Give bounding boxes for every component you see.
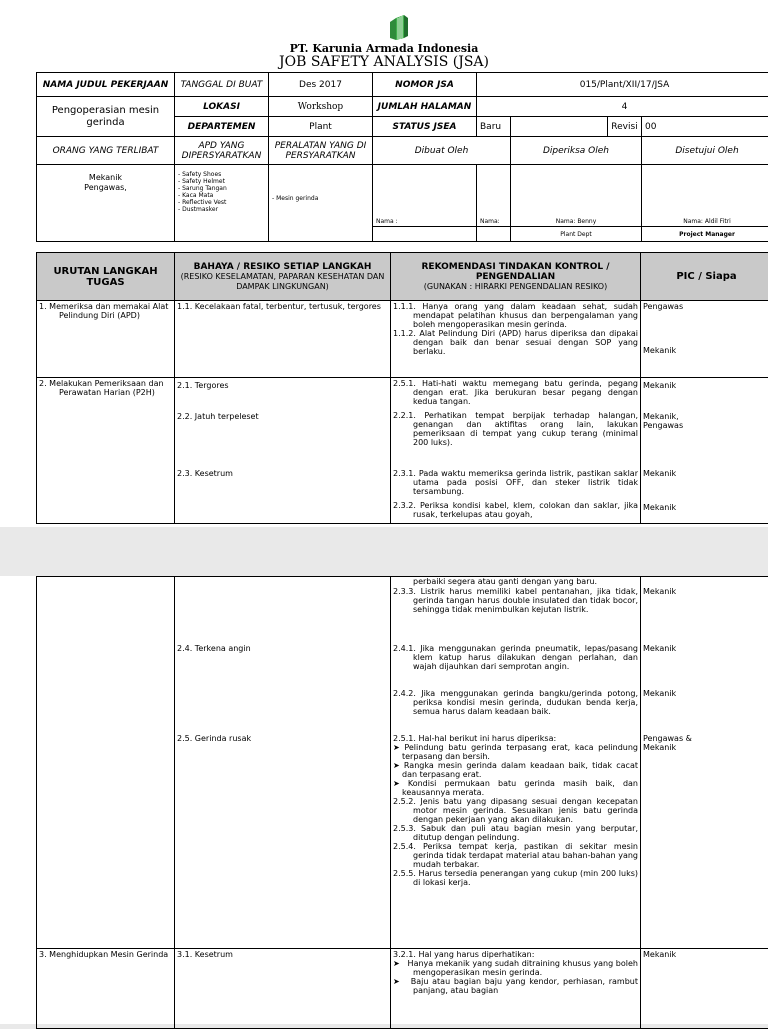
control-text: Baju atau bagian baju yang kendor, perhiasan, rambut panjang, atau bagian <box>411 977 638 995</box>
ppe-item: - Reflective Vest <box>178 199 265 206</box>
jsa-number-value: 015/Plant/XII/17/JSA <box>477 73 768 97</box>
date-label: TANGGAL DI BUAT <box>175 73 269 97</box>
signature-title-4: Project Manager <box>642 227 768 242</box>
pic-text: Mekanik <box>643 689 676 698</box>
control-text: 2.4.1. Jika menggunakan gerinda pneumatik, lepas/pasang klem katup harus dilakukan dengan perlahan, dan wajah dijauhkan dari semprotan angin. <box>393 644 638 671</box>
signature-title-1 <box>373 227 477 242</box>
control-text: Rangka mesin gerinda dalam keadaan baik, tidak cacat dan terpasang erat. <box>402 761 638 779</box>
control-cell <box>391 949 641 1029</box>
control-text: 2.3.2. Periksa kondisi kabel, klem, colokan dan saklar, jika rusak, terkelupas atau goyah, <box>393 501 638 519</box>
control-text: 3.2.1. Hal yang harus diperhatikan: <box>393 950 638 959</box>
revision-value: 00 <box>642 117 768 137</box>
col-pic-header: PIC / Siapa <box>641 253 768 301</box>
location-label: LOKASI <box>175 97 269 117</box>
control-text: 2.4.2. Jika menggunakan gerinda bangku/gerinda potong, periksa kondisi mesin gerinda, dudukan benda kerja, semua harus dalam keadaan baik. <box>393 689 638 716</box>
pic-text: Mekanik, Pengawas <box>643 412 703 430</box>
pic-text: Pengawas & Mekanik <box>643 734 723 752</box>
hazard-text: 2.5. Gerinda rusak <box>177 734 251 743</box>
bullet-arrow-icon: ➤ <box>393 779 408 788</box>
bullet-arrow-icon: ➤ <box>393 959 408 968</box>
document-title: JOB SAFETY ANALYSIS (JSA) <box>0 54 768 70</box>
bullet-arrow-icon: ➤ <box>393 743 404 752</box>
hazard-text: 2.4. Terkena angin <box>177 644 251 653</box>
control-text: 2.5.1. Hal-hal berikut ini harus diperiksa: <box>393 734 638 743</box>
signature-name-2: Nama: <box>477 165 511 227</box>
ppe-list <box>175 165 269 242</box>
made-by-label: Dibuat Oleh <box>373 137 511 165</box>
hazard-cell <box>175 949 391 1029</box>
pic-text: Mekanik <box>643 644 676 653</box>
control-text: 2.5.3. Sabuk dan puli atau bagian mesin yang berputar, ditutup dengan pelindung. <box>393 824 638 842</box>
hazard-text: 2.2. Jatuh terpeleset <box>177 412 259 421</box>
pic-cell <box>641 577 768 949</box>
ppe-item: - Sarung Tangan <box>178 185 265 192</box>
hazard-text: 2.1. Tergores <box>177 381 229 390</box>
pages-label: JUMLAH HALAMAN <box>373 97 477 117</box>
pic-text: Mekanik <box>643 950 676 959</box>
signature-name-3: Nama: Benny <box>511 165 642 227</box>
people-label: ORANG YANG TERLIBAT <box>37 137 175 165</box>
checked-by-label: Diperiksa Oleh <box>511 137 642 165</box>
bullet-arrow-icon: ➤ <box>393 977 411 986</box>
control-text: 2.5.2. Jenis batu yang dipasang sesuai dengan kecepatan motor mesin gerinda. Sesuaikan jenis batu gerinda dengan pekerjaan yang akan dilakukan. <box>393 797 638 824</box>
control-text: 2.5.1. Hati-hati waktu memegang batu gerinda, pegang dengan erat. Jika berukuran besar pegang dengan kedua tangan. <box>393 379 638 406</box>
jsa-number-label: NOMOR JSA <box>373 73 477 97</box>
status-value: Baru <box>477 117 511 137</box>
table-row <box>37 301 175 378</box>
company-name: PT. Karunia Armada Indonesia <box>0 42 768 55</box>
pages-value: 4 <box>477 97 768 117</box>
people-value-2: Pengawas, <box>40 183 171 193</box>
info-table <box>36 72 768 242</box>
table-row <box>37 577 175 949</box>
col-control-header <box>391 253 641 301</box>
pic-cell <box>641 378 768 524</box>
date-value: Des 2017 <box>269 73 373 97</box>
hazard-text: 3.1. Kesetrum <box>177 950 233 959</box>
control-text: perbaiki segera atau ganti dengan yang baru. <box>413 577 638 586</box>
job-title-label: NAMA JUDUL PEKERJAAN <box>37 73 175 97</box>
building-stack-logo <box>386 12 412 42</box>
signature-name-4: Nama: Aldil Fitri <box>642 165 768 227</box>
jsa-table-continued <box>36 576 768 1029</box>
control-cell <box>391 577 641 949</box>
ppe-item: - Safety Helmet <box>178 178 265 185</box>
control-text: 1.1.2. Alat Pelindung Diri (APD) harus diperiksa dan dipakai dengan baik dan benar sesuai dengan SOP yang berlaku. <box>393 329 638 356</box>
control-text: Hanya mekanik yang sudah ditraining khusus yang boleh mengoperasikan mesin gerinda. <box>408 959 638 977</box>
ppe-label: APD YANG DIPERSYARATKAN <box>175 137 269 165</box>
department-label: DEPARTEMEN <box>175 117 269 137</box>
signature-title-2 <box>477 227 511 242</box>
control-header-sub: (GUNAKAN : HIRARKI PENGENDALIAN RESIKO) <box>394 282 637 292</box>
pic-text: Pengawas <box>643 302 768 311</box>
pic-text: Mekanik <box>643 469 676 478</box>
status-blank <box>511 117 608 137</box>
revision-label: Revisi <box>608 117 642 137</box>
pic-text: Mekanik <box>643 381 676 390</box>
pic-text: Mekanik <box>643 587 676 596</box>
signature-title-3: Plant Dept <box>511 227 642 242</box>
control-text: 2.3.3. Listrik harus memiliki kabel pentanahan, jika tidak, gerinda tangan harus double insulated dan tidak bocor, sehingga tidak menimbulkan kejutan listrik. <box>393 587 638 614</box>
control-text: 2.2.1. Perhatikan tempat berpijak terhadap halangan, genangan dan aktifitas orang lain, lakukan pemeriksaan di tempat yang cukup terang (minimal 200 luks). <box>393 411 638 447</box>
control-text: 2.5.5. Harus tersedia penerangan yang cukup (min 200 luks) di lokasi kerja. <box>393 869 638 887</box>
control-text: Pelindung batu gerinda terpasang erat, kaca pelindung terpasang dan bersih. <box>402 743 638 761</box>
signature-name-1: Nama : <box>373 165 477 227</box>
approved-by-label: Disetujui Oleh <box>642 137 768 165</box>
ppe-item: - Safety Shoes <box>178 171 265 178</box>
hazard-text: 1.1. Kecelakaan fatal, terbentur, tertusuk, tergores <box>177 302 388 311</box>
control-text: 1.1.1. Hanya orang yang dalam keadaan sehat, sudah mendapat pelatihan khusus dan berpengalaman yang boleh mengoperasikan mesin gerinda. <box>393 302 638 329</box>
people-value <box>37 165 175 242</box>
ppe-item: - Dustmasker <box>178 206 265 213</box>
pic-cell <box>641 301 768 378</box>
pic-cell <box>641 949 768 1029</box>
control-header-title: REKOMENDASI TINDAKAN KONTROL / PENGENDALIAN <box>394 262 637 282</box>
control-text: 2.3.1. Pada waktu memeriksa gerinda listrik, pastikan saklar utama pada posisi OFF, dan steker listrik tidak tersambung. <box>393 469 638 496</box>
hazard-cell <box>175 301 391 378</box>
table-row <box>37 378 175 524</box>
location-value: Workshop <box>269 97 373 117</box>
bullet-arrow-icon: ➤ <box>393 761 404 770</box>
ppe-item: - Kaca Mata <box>178 192 265 199</box>
pic-text: Mekanik <box>643 503 676 512</box>
hazard-cell <box>175 577 391 949</box>
job-title-value: Pengoperasian mesin gerinda <box>37 97 175 137</box>
pic-text: Mekanik <box>643 346 676 355</box>
table-row <box>37 949 175 1029</box>
equipment-value: - Mesin gerinda <box>269 165 373 242</box>
control-text: 2.5.4. Periksa tempat kerja, pastikan di sekitar mesin gerinda tidak terdapat material atau bahan-bahan yang mudah terbakar. <box>393 842 638 869</box>
page-2 <box>0 576 768 1024</box>
step-text: 2. Melakukan Pemeriksaan dan Perawatan Harian (P2H) <box>39 379 172 397</box>
people-value-1: Mekanik <box>40 173 171 183</box>
control-text: Kondisi permukaan batu gerinda masih baik, dan keausannya merata. <box>402 779 638 797</box>
control-cell <box>391 378 641 524</box>
col-hazard-header <box>175 253 391 301</box>
status-label: STATUS JSEA <box>373 117 477 137</box>
step-text: 3. Menghidupkan Mesin Gerinda <box>39 950 172 959</box>
hazard-text: 2.3. Kesetrum <box>177 469 233 478</box>
hazard-header-title: BAHAYA / RESIKO SETIAP LANGKAH <box>178 262 387 272</box>
hazard-cell <box>175 378 391 524</box>
step-text: 1. Memeriksa dan memakai Alat Pelindung Diri (APD) <box>39 302 172 320</box>
col-steps-header: URUTAN LANGKAH TUGAS <box>37 253 175 301</box>
jsa-table <box>36 252 768 524</box>
department-value: Plant <box>269 117 373 137</box>
control-cell <box>391 301 641 378</box>
hazard-header-sub: (RESIKO KESELAMATAN, PAPARAN KESEHATAN DAN DAMPAK LINGKUNGAN) <box>178 272 387 292</box>
equipment-label: PERALATAN YANG DI PERSYARATKAN <box>269 137 373 165</box>
